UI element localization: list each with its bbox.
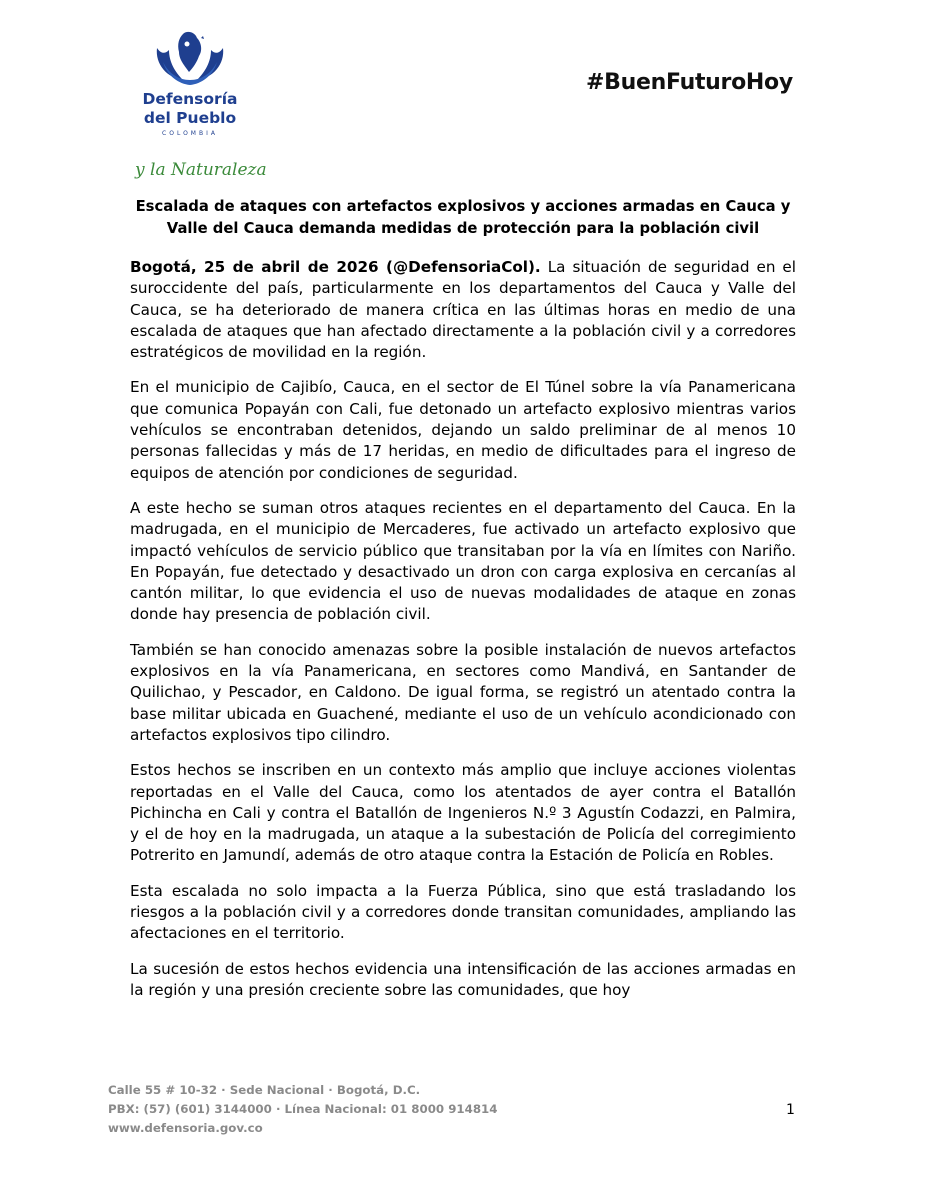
paragraph-1 <box>130 257 796 363</box>
hashtag-middle: Futuro <box>665 70 746 95</box>
footer-website: www.defensoria.gov.co <box>108 1121 263 1135</box>
paragraph-4: También se han conocido amenazas sobre la posible instalación de nuevos artefactos explosivos en la vía Panamericana, en sectores como Mandivá, en Santander de Quilichao, y Pescador, en Caldono. De igual forma, se registró un atentado contra la base militar ubicada en Guachené, mediante el uso de un vehículo acondicionado con artefactos explosivos tipo cilindro. <box>130 640 796 744</box>
paragraph-7: La sucesión de estos hechos evidencia una intensificación de las acciones armadas en la región y una presión creciente sobre las comunidades, que hoy <box>130 959 796 999</box>
hashtag-suffix: Hoy <box>745 70 793 95</box>
footer-phone: PBX: (57) (601) 3144000 · Línea Nacional: 01 8000 914814 <box>108 1102 498 1116</box>
colombia-map-hands-icon <box>153 28 227 88</box>
paragraph-5: Estos hechos se inscriben en un contexto más amplio que incluye acciones violentas reportadas en el Valle del Cauca, como los atentados de ayer contra el Batallón Pichincha en Cali y contra el Batallón de Ingenieros N.º 3 Agustín Codazzi, en Palmira, y el de hoy en la madrugada, un ataque a la subestación de Policía del corregimiento Potrerito en Jamundí, además de otro ataque contra la Estación de Policía en Robles. <box>130 761 796 865</box>
campaign-hashtag <box>586 70 793 95</box>
logo-tagline: y la Naturaleza <box>135 160 267 180</box>
hashtag-prefix: #Buen <box>586 70 666 95</box>
paragraph-6: Esta escalada no solo impacta a la Fuerza Pública, sino que está trasladando los riesgos a la población civil y a corredores donde transitan comunidades, ampliando las afectaciones en el territorio. <box>130 881 796 943</box>
press-release-title <box>130 196 796 240</box>
footer-contact <box>108 1081 497 1138</box>
logo-name-line2: del Pueblo <box>143 109 237 127</box>
logo-country: COLOMBIA <box>162 130 218 137</box>
dateline: Bogotá, 25 de abril de 2026 (@DefensoriaCol). <box>130 258 541 276</box>
title-line2: Valle del Cauca demanda medidas de protección para la población civil <box>166 220 760 237</box>
press-release-body <box>130 257 796 1015</box>
paragraph-2: En el municipio de Cajibío, Cauca, en el sector de El Túnel sobre la vía Panamericana que comunica Popayán con Cali, fue detonado un artefacto explosivo mientras varios vehículos se encontraban detenidos, dejando un saldo preliminar de al menos 10 personas fallecidas y más de 17 heridas, en medio de dificultades para el ingreso de equipos de atención por condiciones de seguridad. <box>130 378 796 482</box>
paragraph-1-text: La situación de seguridad en el suroccidente del país, particularmente en los departamentos del Cauca y Valle del Cauca, se ha deteriorado de manera crítica en las últimas horas en medio de una escalada de ataques que han afectado directamente a la población civil y a corredores estratégicos de movilidad en la región. <box>130 258 796 362</box>
defensoria-logo <box>120 28 267 180</box>
footer-address: Calle 55 # 10-32 · Sede Nacional · Bogotá, D.C. <box>108 1083 421 1097</box>
logo-name-line1: Defensoría <box>142 90 238 108</box>
title-line1: Escalada de ataques con artefactos explosivos y acciones armadas en Cauca y <box>135 198 791 215</box>
paragraph-3: A este hecho se suman otros ataques recientes en el departamento del Cauca. En la madrugada, en el municipio de Mercaderes, fue activado un artefacto explosivo que impactó vehículos de servicio público que transitaban por la vía en límites con Nariño. En Popayán, fue detectado y desactivado un dron con carga explosiva en cercanías al cantón militar, lo que evidencia el uso de nuevas modalidades de ataque en zonas donde hay presencia de población civil. <box>130 498 796 624</box>
page-number: 1 <box>786 1102 795 1118</box>
